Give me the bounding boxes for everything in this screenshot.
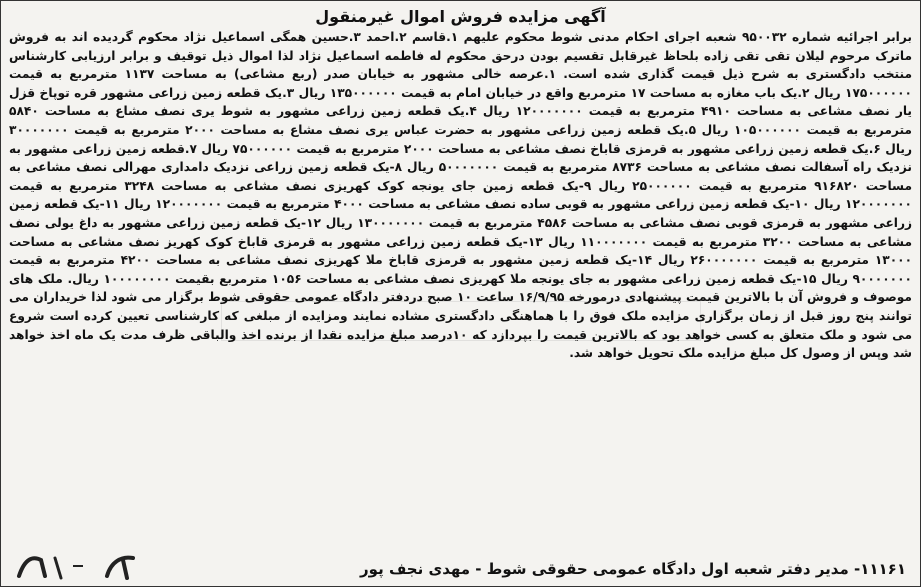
notice-title: آگهی مزایده فروش اموال غیرمنقول	[315, 7, 606, 26]
footer-signature: ۱۱۱۶۱- مدیر دفتر شعبه اول دادگاه عمومی حقوقی شوط - مهدی نجف پور	[360, 560, 906, 578]
handwritten-mark	[11, 550, 141, 582]
newspaper-watermark	[221, 301, 701, 341]
notice-body-text: برابر اجرائیه شماره ۹۵۰۰۳۲ شعبه اجرای احکام مدنی شوط محکوم علیهم ۱.قاسم ۲.احمد ۳.حسین همگی اسماعیل نژاد محکوم گردیده اند به فروش ماترک مرحوم لیلان تقی تقی زاده بلحاظ غیرقابل تقسیم بودن درحق محکوم له فاطمه اسماعیل نژاد لذا اموال ذیل توقیف و برابر ارزیابی کارشناس منتخب دادگستری به شرح ذیل قیمت گذاری شده است. ۱.عرصه خالی مشهور به خیابان صدر (ربع مشاعی) به مساحت ۱۱۳۷ مترمربع به قیمت ۱۷۵۰۰۰۰۰۰ ریال ۲.یک باب مغازه به مساحت ۱۷ مترمربع واقع در خیابان امام به قیمت ۱۳۵۰۰۰۰۰۰ ریال ۳.یک قطعه زمین زراعی مشهور قره توپاخ قزل یار نصف مشاعی به مساحت ۴۹۱۰ مترمربع به قیمت ۱۲۰۰۰۰۰۰۰ ریال ۴.یک قطعه زمین زراعی مشهور به شوط یری نصف مشاع به مساحت ۵۸۴۰ مترمربع به قیمت ۱۰۵۰۰۰۰۰۰ ریال ۵.یک قطعه زمین زراعی مشهور به حضرت عباس یری نصف مشاع به مساحت ۲۰۰۰ مترمربع به قیمت ۳۰۰۰۰۰۰۰ ریال ۶.یک قطعه زمین زراعی مشهور به قرمزی قاباخ نصف مشاعی به مساحت ۲۰۰۰ مترمربع به قیمت ۷۵۰۰۰۰۰۰ ریال ۷.قطعه زمین زراعی مشهور به نزدیک راه آسفالت نصف مشاعی به مساحت ۸۷۳۶ مترمربع به قیمت ۵۰۰۰۰۰۰۰ ریال ۸-یک قطعه زمین زراعی نزدیک دامداری مهرالی نصف مشاعی به مساحت ۹۱۶۸۲۰ مترمربع به قیمت ۲۵۰۰۰۰۰۰ ریال ۹-یک قطعه زمین جای یونجه کوک کهریزی نصف مشاعی به مساحت ۳۲۴۸ مترمربع به قیمت ۱۲۰۰۰۰۰۰۰ ریال ۱۰-یک قطعه زمین زراعی مشهور به قوبی ساده نصف مشاعی به مساحت ۴۰۰۰ مترمربع به قیمت ۱۲۰۰۰۰۰۰۰ ریال ۱۱-یک قطعه زمین زراعی مشهور به قرمزی قوبی نصف مشاعی به مساحت ۴۵۸۶ مترمربع به قیمت ۱۳۰۰۰۰۰۰۰ ریال ۱۲-یک قطعه زمین زراعی مشهور به داغ یولی نصف مشاعی به مساحت ۳۲۰۰ مترمربع به قیمت ۱۱۰۰۰۰۰۰۰ ریال ۱۳-یک قطعه زمین زراعی مشهور به قرمزی قاباخ کوک کهریز نصف مشاعی به مساحت ۱۳۰۰۰ مترمربع به قیمت ۲۶۰۰۰۰۰۰۰ ریال ۱۴-یک قطعه زمین مشهور به قرمزی قاباخ ملا کهریزی نصف مشاعی به مساحت ۴۲۰۰ مترمربع به قیمت ۹۰۰۰۰۰۰۰ ریال ۱۵-یک قطعه زمین زراعی مشهور به جای یونجه ملا کهریزی نصف مشاعی به مساحت ۱۰۵۶ مترمربع بقیمت ۱۰۰۰۰۰۰۰۰ ریال. ملک های موصوف و فروش آن با بالاترین قیمت پیشنهادی درمورخه ۱۶/۹/۹۵ ساعت ۱۰ صبح دردفتر دادگاه عمومی حقوقی شوط برگزار می شود لذا خریداران می توانند پنج روز قبل از زمان برگزاری مزایده ملک فوق را با هماهنگی دادگستری مشاده نمایند ومزایده از مبلغی که کارشناسی تعیین کرده است شروع می شود و ملک متعلق به کسی خواهد بود که بالاترین قیمت را بپردازد که ۱۰درصد مبلغ مزایده نقدا از برنده اخذ والباقی ظرف مدت یک ماه اخذ خواهد شد وپس از وصول کل مبلغ مزایده ملک تحویل خواهد شد.	[9, 30, 913, 361]
